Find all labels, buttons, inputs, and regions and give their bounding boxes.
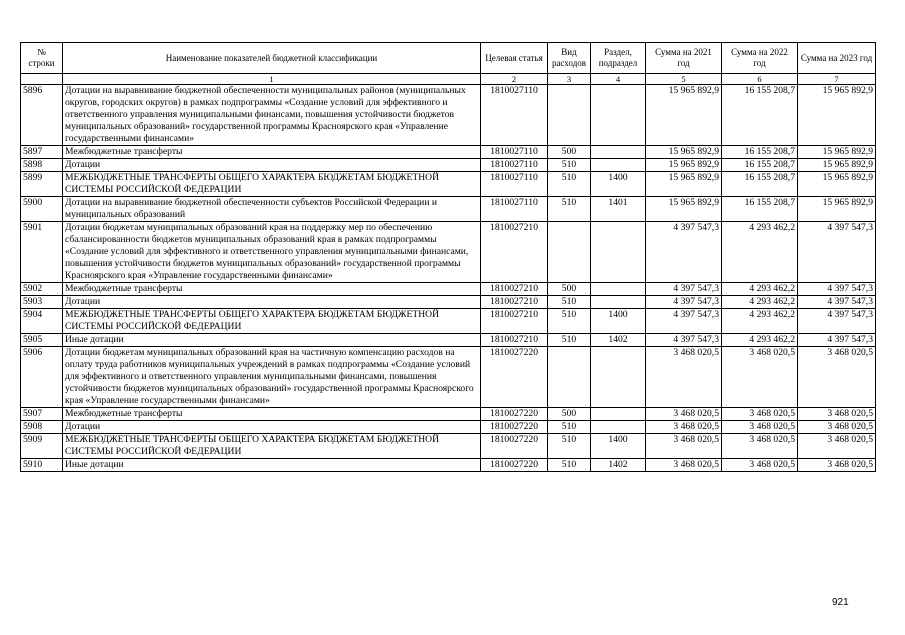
budget-table — [20, 42, 876, 472]
expense-type: 510 — [548, 434, 591, 459]
section-code: 1402 — [591, 334, 646, 347]
sum-2022: 3 468 020,5 — [722, 347, 798, 408]
table-row — [21, 146, 876, 159]
sum-2021: 4 397 547,3 — [646, 296, 722, 309]
sum-2021: 15 965 892,9 — [646, 172, 722, 197]
indicator-name: МЕЖБЮДЖЕТНЫЕ ТРАНСФЕРТЫ ОБЩЕГО ХАРАКТЕРА БЮДЖЕТАМ БЮДЖЕТНОЙ СИСТЕМЫ РОССИЙСКОЙ ФЕДЕРАЦИИ — [63, 309, 481, 334]
indicator-name: Дотации бюджетам муниципальных образований края на поддержку мер по обеспечению сбалансированности бюджетов муниципальных образований края в рамках подпрограммы «Создание условий для эффективного и ответственного управления муниципальными финансами, повышения устойчивости бюджетов муниципальных образований» государственной программы Красноярского края «Управление государственными финансами» — [63, 222, 481, 283]
row-number: 5906 — [21, 347, 63, 408]
target-article: 1810027110 — [481, 197, 548, 222]
sum-2022: 4 293 462,2 — [722, 309, 798, 334]
page-number: 921 — [832, 597, 849, 608]
row-number: 5897 — [21, 146, 63, 159]
sum-2021: 15 965 892,9 — [646, 146, 722, 159]
target-article: 1810027220 — [481, 347, 548, 408]
sum-2022: 4 293 462,2 — [722, 334, 798, 347]
target-article: 1810027210 — [481, 334, 548, 347]
target-article: 1810027210 — [481, 283, 548, 296]
row-number: 5903 — [21, 296, 63, 309]
row-number: 5899 — [21, 172, 63, 197]
sum-2023: 15 965 892,9 — [798, 85, 876, 146]
table-row — [21, 172, 876, 197]
row-number: 5902 — [21, 283, 63, 296]
column-number: 1 — [63, 74, 481, 85]
table-row — [21, 197, 876, 222]
expense-type — [548, 85, 591, 146]
column-number: 2 — [481, 74, 548, 85]
row-number: 5896 — [21, 85, 63, 146]
table-row — [21, 334, 876, 347]
indicator-name: Межбюджетные трансферты — [63, 283, 481, 296]
table-row — [21, 283, 876, 296]
sum-2023: 3 468 020,5 — [798, 434, 876, 459]
expense-type — [548, 347, 591, 408]
column-number: 4 — [591, 74, 646, 85]
sum-2022: 3 468 020,5 — [722, 434, 798, 459]
sum-2021: 3 468 020,5 — [646, 347, 722, 408]
section-code — [591, 146, 646, 159]
sum-2023: 15 965 892,9 — [798, 159, 876, 172]
section-code — [591, 296, 646, 309]
expense-type: 510 — [548, 334, 591, 347]
column-number: 3 — [548, 74, 591, 85]
target-article: 1810027210 — [481, 222, 548, 283]
sum-2022: 4 293 462,2 — [722, 296, 798, 309]
expense-type: 510 — [548, 172, 591, 197]
sum-2021: 4 397 547,3 — [646, 334, 722, 347]
column-number — [21, 74, 63, 85]
sum-2022: 16 155 208,7 — [722, 146, 798, 159]
sum-2021: 3 468 020,5 — [646, 434, 722, 459]
indicator-name: МЕЖБЮДЖЕТНЫЕ ТРАНСФЕРТЫ ОБЩЕГО ХАРАКТЕРА БЮДЖЕТАМ БЮДЖЕТНОЙ СИСТЕМЫ РОССИЙСКОЙ ФЕДЕРАЦИИ — [63, 172, 481, 197]
sum-2022: 16 155 208,7 — [722, 85, 798, 146]
header-target-article: Целевая статья — [481, 43, 548, 74]
table-row — [21, 309, 876, 334]
header-sum-2022: Сумма на 2022 год — [722, 43, 798, 74]
sum-2021: 15 965 892,9 — [646, 85, 722, 146]
sum-2022: 16 155 208,7 — [722, 172, 798, 197]
expense-type: 510 — [548, 309, 591, 334]
sum-2022: 4 293 462,2 — [722, 222, 798, 283]
target-article: 1810027110 — [481, 146, 548, 159]
row-number: 5910 — [21, 459, 63, 472]
section-code — [591, 408, 646, 421]
section-code — [591, 347, 646, 408]
sum-2023: 3 468 020,5 — [798, 459, 876, 472]
section-code: 1401 — [591, 197, 646, 222]
sum-2021: 3 468 020,5 — [646, 459, 722, 472]
column-number-row — [21, 74, 876, 85]
indicator-name: Дотации на выравнивание бюджетной обеспеченности муниципальных районов (муниципальных округов, городских округов) в рамках подпрограммы «Создание условий для эффективного и ответственного управления муниципальными финансами, повышения устойчивости бюджетов муниципальных образований» государственной программы Красноярского края «Управление государственными финансами» — [63, 85, 481, 146]
sum-2023: 3 468 020,5 — [798, 347, 876, 408]
sum-2022: 3 468 020,5 — [722, 421, 798, 434]
expense-type: 500 — [548, 283, 591, 296]
header-indicator-name: Наименование показателей бюджетной классификации — [63, 43, 481, 74]
sum-2023: 15 965 892,9 — [798, 197, 876, 222]
expense-type: 510 — [548, 159, 591, 172]
section-code — [591, 222, 646, 283]
indicator-name: Дотации на выравнивание бюджетной обеспеченности субъектов Российской Федерации и муниципальных образований — [63, 197, 481, 222]
sum-2021: 4 397 547,3 — [646, 222, 722, 283]
sum-2021: 4 397 547,3 — [646, 309, 722, 334]
sum-2021: 15 965 892,9 — [646, 197, 722, 222]
section-code — [591, 159, 646, 172]
row-number: 5901 — [21, 222, 63, 283]
section-code: 1402 — [591, 459, 646, 472]
indicator-name: Иные дотации — [63, 334, 481, 347]
sum-2021: 4 397 547,3 — [646, 283, 722, 296]
target-article: 1810027220 — [481, 408, 548, 421]
sum-2022: 16 155 208,7 — [722, 159, 798, 172]
expense-type: 500 — [548, 408, 591, 421]
table-row — [21, 222, 876, 283]
header-sum-2023: Сумма на 2023 год — [798, 43, 876, 74]
column-number: 5 — [646, 74, 722, 85]
row-number: 5900 — [21, 197, 63, 222]
table-row — [21, 347, 876, 408]
sum-2021: 15 965 892,9 — [646, 159, 722, 172]
section-code — [591, 283, 646, 296]
section-code — [591, 421, 646, 434]
expense-type: 500 — [548, 146, 591, 159]
table-row — [21, 85, 876, 146]
indicator-name: Дотации — [63, 159, 481, 172]
row-number: 5908 — [21, 421, 63, 434]
row-number: 5909 — [21, 434, 63, 459]
indicator-name: Дотации — [63, 296, 481, 309]
sum-2022: 3 468 020,5 — [722, 408, 798, 421]
sum-2023: 4 397 547,3 — [798, 283, 876, 296]
target-article: 1810027110 — [481, 159, 548, 172]
column-number: 6 — [722, 74, 798, 85]
sum-2022: 16 155 208,7 — [722, 197, 798, 222]
row-number: 5907 — [21, 408, 63, 421]
header-section: Раздел, подраздел — [591, 43, 646, 74]
sum-2023: 15 965 892,9 — [798, 172, 876, 197]
indicator-name: Межбюджетные трансферты — [63, 146, 481, 159]
expense-type: 510 — [548, 459, 591, 472]
section-code — [591, 85, 646, 146]
indicator-name: МЕЖБЮДЖЕТНЫЕ ТРАНСФЕРТЫ ОБЩЕГО ХАРАКТЕРА БЮДЖЕТАМ БЮДЖЕТНОЙ СИСТЕМЫ РОССИЙСКОЙ ФЕДЕРАЦИИ — [63, 434, 481, 459]
header-row-number: № строки — [21, 43, 63, 74]
indicator-name: Иные дотации — [63, 459, 481, 472]
target-article: 1810027220 — [481, 434, 548, 459]
row-number: 5904 — [21, 309, 63, 334]
sum-2023: 3 468 020,5 — [798, 421, 876, 434]
expense-type: 510 — [548, 421, 591, 434]
header-sum-2021: Сумма на 2021 год — [646, 43, 722, 74]
row-number: 5898 — [21, 159, 63, 172]
sum-2023: 4 397 547,3 — [798, 309, 876, 334]
header-expense-type: Вид расходов — [548, 43, 591, 74]
target-article: 1810027210 — [481, 309, 548, 334]
expense-type — [548, 222, 591, 283]
target-article: 1810027210 — [481, 296, 548, 309]
sum-2022: 4 293 462,2 — [722, 283, 798, 296]
sum-2023: 15 965 892,9 — [798, 146, 876, 159]
column-number: 7 — [798, 74, 876, 85]
indicator-name: Дотации бюджетам муниципальных образований края на частичную компенсацию расходов на оплату труда работников муниципальных учреждений в рамках подпрограммы «Создание условий для эффективного и ответственного управления муниципальными финансами, повышения устойчивости бюджетов муниципальных образований» государственной программы Красноярского края «Управление государственными финансами» — [63, 347, 481, 408]
table-row — [21, 408, 876, 421]
target-article: 1810027220 — [481, 421, 548, 434]
section-code: 1400 — [591, 172, 646, 197]
target-article: 1810027220 — [481, 459, 548, 472]
table-row — [21, 159, 876, 172]
sum-2021: 3 468 020,5 — [646, 408, 722, 421]
sum-2023: 4 397 547,3 — [798, 222, 876, 283]
section-code: 1400 — [591, 309, 646, 334]
target-article: 1810027110 — [481, 172, 548, 197]
table-header-row — [21, 43, 876, 74]
row-number: 5905 — [21, 334, 63, 347]
sum-2023: 3 468 020,5 — [798, 408, 876, 421]
table-row — [21, 421, 876, 434]
table-row — [21, 296, 876, 309]
sum-2021: 3 468 020,5 — [646, 421, 722, 434]
indicator-name: Дотации — [63, 421, 481, 434]
expense-type: 510 — [548, 197, 591, 222]
sum-2023: 4 397 547,3 — [798, 334, 876, 347]
sum-2023: 4 397 547,3 — [798, 296, 876, 309]
target-article: 1810027110 — [481, 85, 548, 146]
table-row — [21, 434, 876, 459]
sum-2022: 3 468 020,5 — [722, 459, 798, 472]
section-code: 1400 — [591, 434, 646, 459]
expense-type: 510 — [548, 296, 591, 309]
table-row — [21, 459, 876, 472]
indicator-name: Межбюджетные трансферты — [63, 408, 481, 421]
